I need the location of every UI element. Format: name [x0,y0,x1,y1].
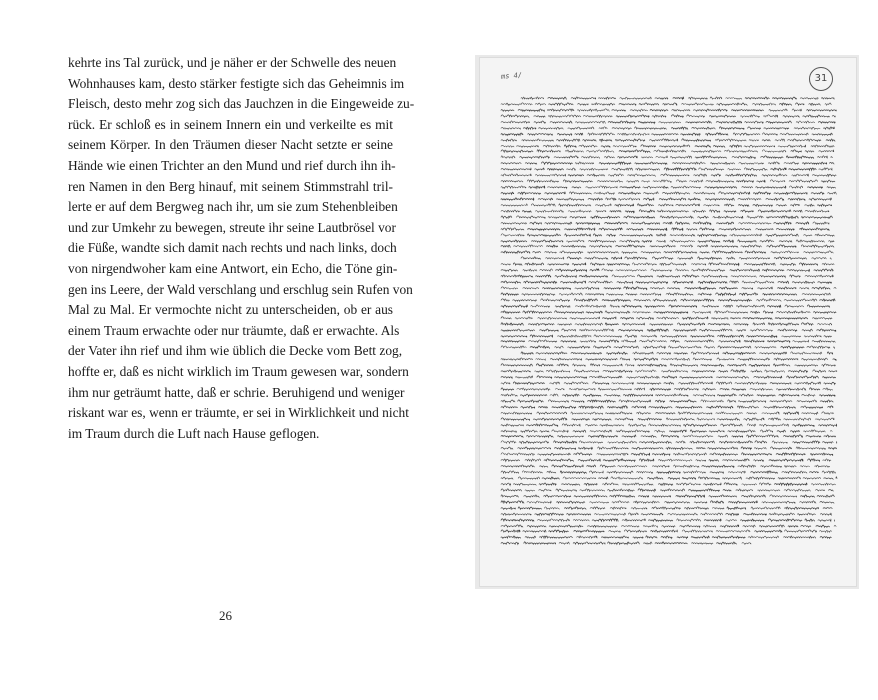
text-line: rück. Er schloß es in seinem Innern ein und verkeilte es mit [68,116,393,132]
body-text [68,53,415,444]
text-line: ren Namen in den Berg hinauf, mit seinem Stimmstrahl tril- [68,178,393,194]
text-line: Fleisch, desto mehr zog sich das Jauchzen in die Eingeweide zu- [68,96,415,112]
text-line: einem Traum erwachte oder nur träumte, daß er erwachte. Als [68,322,400,338]
manuscript-facsimile [475,55,859,589]
text-line: Wohnhauses kam, desto stärker festigte sich das Geheimnis im [68,75,405,91]
handwriting-scribble [501,540,837,546]
handwriting-line [501,540,841,546]
manuscript-folio-number: 31 [809,67,833,91]
manuscript-corner-note: ms 4/ [500,71,523,81]
text-line: und zur Umkehr zu bewegen, streute ihr seine Lautbrösel vor [68,219,396,235]
text-line: kehrte ins Tal zurück, und je näher er der Schwelle des neuen [68,55,397,70]
text-line: seinem Körper. In den Träumen dieser Nacht setzte er seine [68,137,393,153]
text-line: hoffte er, daß es nicht wirklich im Traum gewesen war, sondern [68,363,409,379]
text-line: ihm nur geträumt hatte, daß er schrie. Beruhigend und weniger [68,384,405,400]
text-line: lerte er auf dem Bergweg nach ihr, um sie zum Stehenbleiben [68,199,398,215]
text-line: von nirgendwoher kam eine Antwort, ein Echo, die Töne gin- [68,260,398,276]
manuscript-sheet [479,57,857,587]
text-line: gen ins Leere, der Wald verschlang und erschlug sein Rufen von [68,281,413,297]
text-line: die Füße, wandte sich damit nach rechts und nach links, doch [68,240,397,256]
text-line: Hände wie einen Trichter an den Mund und rief durch ihn ih- [68,157,396,173]
page-number: 26 [219,608,232,623]
text-line: riskant war es, wenn er träumte, er sei in Wirklichkeit und nicht [68,405,409,421]
handwriting-block [501,95,841,546]
text-line: im Traum durch die Luft nach Hause geflogen. [68,425,320,441]
text-line: der Vater ihn rief und ihm wie üblich die Decke vom Bett zog, [68,343,403,359]
text-line: Mal zu Mal. Er vermochte nicht zu unterscheiden, ob er aus [68,302,393,318]
